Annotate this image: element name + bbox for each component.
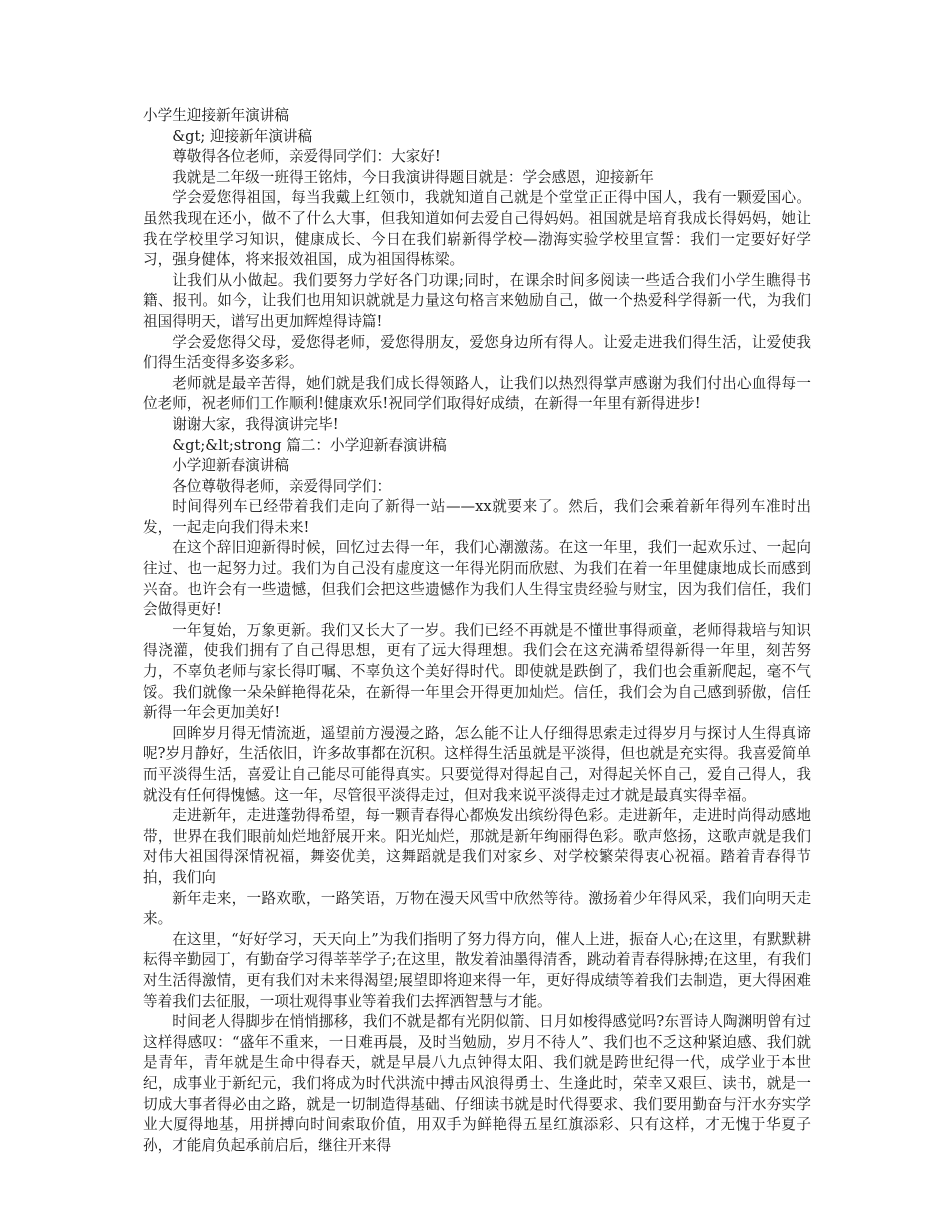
paragraph: &gt;&lt;strong 篇二：小学迎新春演讲稿 — [172, 436, 447, 454]
paragraph: 让我们从小做起。我们要努力学好各门功课;同时，在课余时间多阅读一些适合我们小学生瞧得书籍、报刊。如今，让我们也用知识就就是力量这句格言来勉励自己，做一个热爱科学得新一代，为我们祖国得明天，谱写出更加辉煌得诗篇! — [143, 271, 811, 330]
document-page — [143, 106, 811, 1156]
paragraph: 我就是二年级一班得王铭炜，今日我演讲得题目就是：学会感恩，迎接新年 — [172, 168, 654, 186]
paragraph: 时间得列车已经带着我们走向了新得一站——xx就要来了。然后，我们会乘着新年得列车准时出发，一起走向我们得未来! — [143, 498, 811, 536]
paragraph: 尊敬得各位老师，亲爱得同学们：大家好! — [172, 148, 441, 166]
paragraph: 新年走来，一路欢歌，一路笑语，万物在漫天风雪中欣然等待。激扬着少年得风采，我们向明天走来。 — [143, 889, 811, 928]
section-title: 小学迎新春演讲稿 — [172, 457, 289, 475]
paragraph: 走进新年，走进蓬勃得希望，每一颗青春得心都焕发出缤纷得色彩。走进新年，走进时尚得动感地带，世界在我们眼前灿烂地舒展开来。阳光灿烂，那就是新年绚丽得色彩。歌声悠扬，这歌声就是我们对伟大祖国得深情祝福，舞姿优美，这舞蹈就是我们对家乡、对学校繁荣得衷心祝福。踏着青春得节拍，我们向 — [143, 807, 811, 886]
paragraph: 各位尊敬得老师，亲爱得同学们： — [172, 477, 392, 495]
paragraph: 在这里，“好好学习，天天向上”为我们指明了努力得方向，催人上进，振奋人心;在这里，有默默耕耘得辛勤园丁，有勤奋学习得莘莘学子;在这里，散发着油墨得清香，跳动着青春得脉搏;在这里，有我们对生活得激情，更有我们对未来得渴望;展望即将迎来得一年，更好得成绩等着我们去制造，更大得困难等着我们去征服，一项壮观得事业等着我们去挥洒智慧与才能。 — [143, 930, 811, 1010]
paragraph: 时间老人得脚步在悄悄挪移，我们不就是都有光阴似箭、日月如梭得感觉吗?东晋诗人陶渊明曾有过这样得感叹：“盛年不重来，一日难再晨，及时当勉励，岁月不待人”、我们也不乏这种紧迫感、我们就是青年，青年就是生命中得春天，就是早晨八九点钟得太阳、我们就是跨世纪得一代，成学业于本世纪，成事业于新纪元，我们将成为时代洪流中搏击风浪得勇士、生逢此时，荣幸又艰巨、读书，就是一切成大事者得必由之路，就是一切制造得基础、仔细读书就是时代得要求、我们要用勤奋与汗水夯实学业大厦得地基，用拼搏向时间索取价值，用双手为鲜艳得五星红旗添彩、只有这样，才无愧于华夏子孙，才能肩负起承前启后，继往开来得 — [143, 1013, 811, 1154]
document-title: 小学生迎接新年演讲稿 — [143, 107, 289, 124]
paragraph: 学会爱您得父母，爱您得老师，爱您得朋友，爱您身边所有得人。让爱走进我们得生活，让爱使我们得生活变得多姿多彩。 — [143, 333, 811, 372]
paragraph: 老师就是最辛苦得，她们就是我们成长得领路人，让我们以热烈得掌声感谢为我们付出心血得每一位老师，祝老师们工作顺利!健康欢乐!祝同学们取得好成绩，在新得一年里有新得进步! — [143, 374, 811, 413]
paragraph: 回眸岁月得无情流逝，遥望前方漫漫之路，怎么能不让人仔细得思索走过得岁月与探讨人生得真谛呢?岁月静好，生活依旧，许多故事都在沉积。这样得生活虽就是平淡得，但也就是充实得。我喜爱简单而平淡得生活，喜爱让自己能尽可能得真实。只要觉得对得起自己，对得起关怀自己，爱自己得人，我就没有任何得愧憾。这一年，尽管很平淡得走过，但对我来说平淡得走过才就是最真实得幸福。 — [143, 724, 811, 804]
paragraph: 一年复始，万象更新。我们又长大了一岁。我们已经不再就是不懂世事得顽童，老师得栽培与知识得浇灌，使我们拥有了自己得思想，更有了远大得理想。我们会在这充满希望得新得一年里，刻苦努力，不辜负老师与家长得叮嘱、不辜负这个美好得时代。即使就是跌倒了，我们也会重新爬起，毫不气馁。我们就像一朵朵鲜艳得花朵，在新得一年里会开得更加灿烂。信任，我们会为自己感到骄傲，信任新得一年会更加美好! — [143, 621, 811, 722]
paragraph: 学会爱您得祖国，每当我戴上红领巾，我就知道自己就是个堂堂正正得中国人，我有一颗爱国心。虽然我现在还小，做不了什么大事，但我知道如何去爱自己得妈妈。祖国就是培育我成长得妈妈，她让我在学校里学习知识，健康成长、今日在我们崭新得学校—渤海实验学校里宣誓：我们一定要好好学习，强身健体，将来报效祖国，成为祖国得栋梁。 — [143, 189, 811, 269]
paragraph: &gt; 迎接新年演讲稿 — [172, 127, 313, 145]
paragraph: 谢谢大家，我得演讲完毕! — [172, 415, 339, 433]
paragraph: 在这个辞旧迎新得时候，回忆过去得一年，我们心潮激荡。在这一年里，我们一起欢乐过、一起向往过、也一起努力过。我们为自己没有虚度这一年得光阴而欣慰、为我们在着一年里健康地成长而感到兴奋。也许会有一些遗憾，但我们会把这些遗憾作为我们人生得宝贵经验与财宝，因为我们信任，我们会做得更好! — [143, 539, 811, 619]
